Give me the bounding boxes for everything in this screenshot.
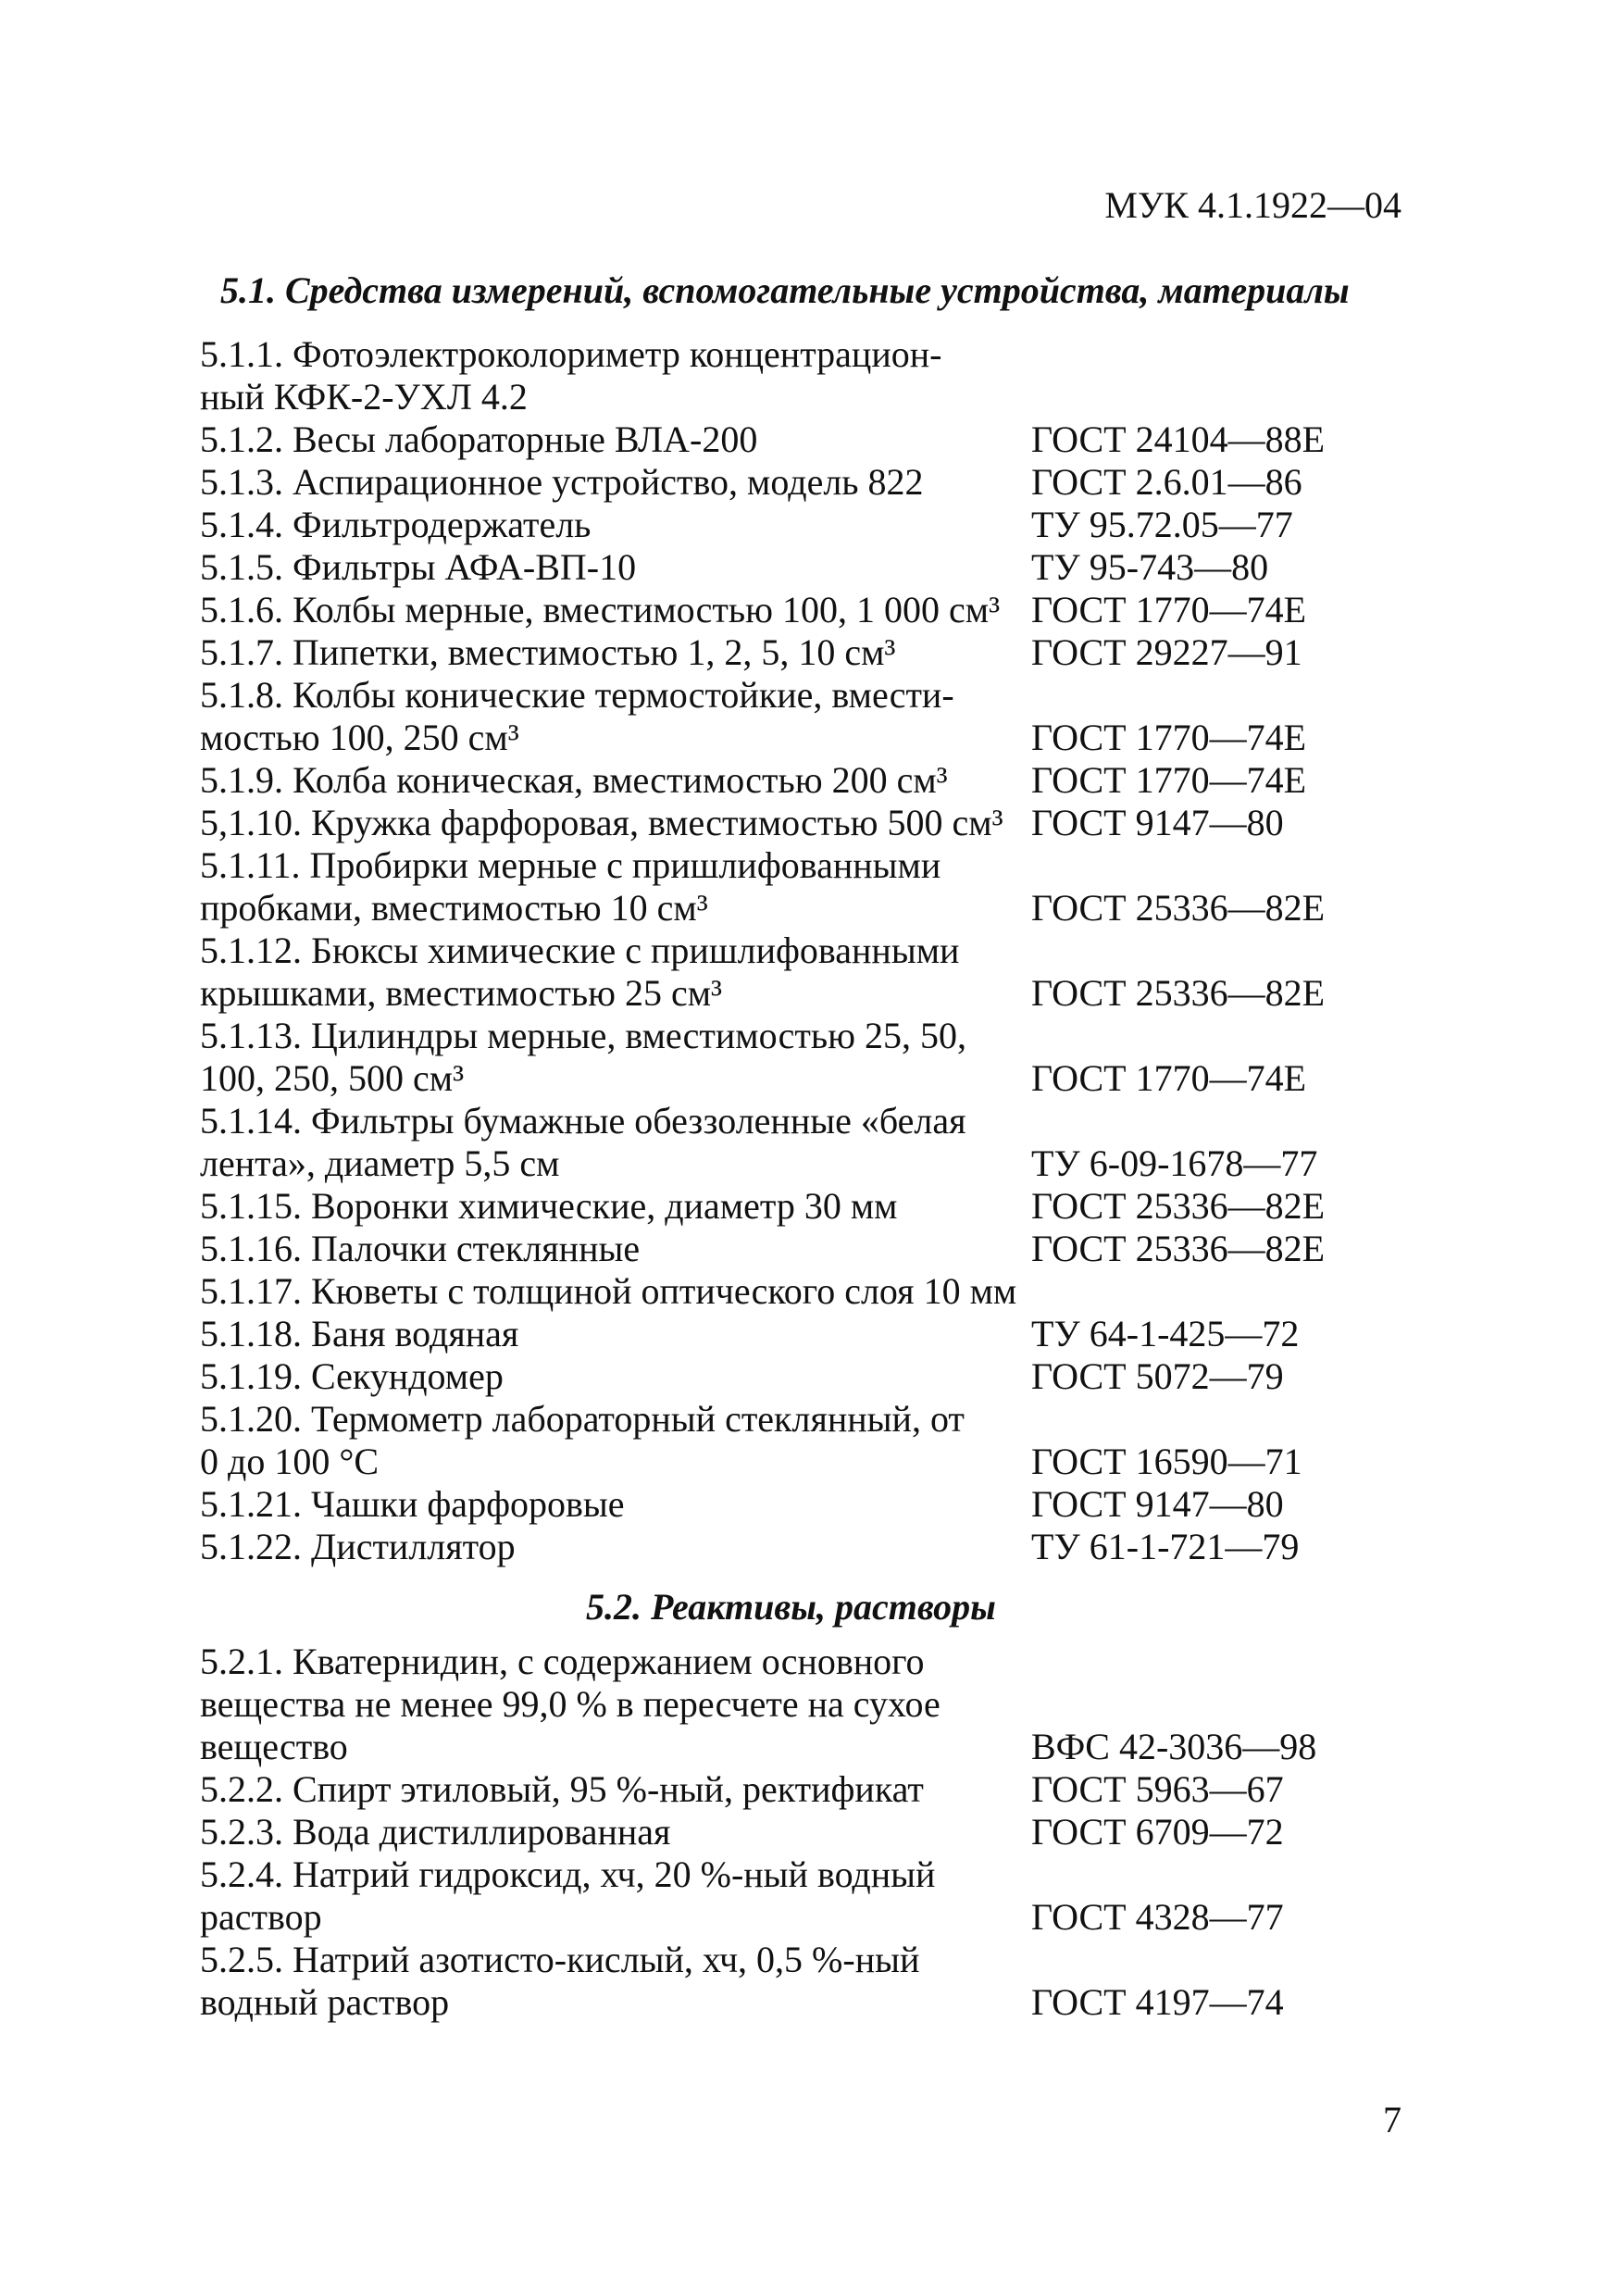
list-item [200,1185,1403,1228]
item-description: 5.1.15. Воронки химические, диаметр 30 мм [200,1185,898,1227]
item-standard: ГОСТ 9147—80 [1031,1483,1284,1525]
item-description: 5.1.11. Пробирки мерные с пришлифованными пробками, вместимостью 10 см³ [200,844,941,929]
item-description: 5.2.1. Кватернидин, с содержанием основного вещества не менее 99,0 % в пересчете на сухое вещество [200,1641,941,1767]
item-description: 5.1.17. Кюветы с толщиной оптического слоя 10 мм [200,1270,1017,1312]
item-standard: ТУ 6-09-1678—77 [1031,1142,1318,1184]
page-number: 7 [1383,2099,1401,2140]
item-description: 5.1.2. Весы лабораторные ВЛА-200 [200,418,758,460]
item-standard: ГОСТ 29227—91 [1031,631,1302,673]
item-standard: ГОСТ 25336—82Е [1031,1228,1326,1269]
item-description: 5.1.7. Пипетки, вместимостью 1, 2, 5, 10 см³ [200,631,896,673]
list-item [200,1270,1403,1313]
item-description: 5.1.8. Колбы конические термостойкие, вмести- мостью 100, 250 см³ [200,674,954,758]
list-item [200,461,1403,504]
item-description: 5.2.2. Спирт этиловый, 95 %-ный, ректификат [200,1768,924,1810]
item-standard: ГОСТ 5963—67 [1031,1768,1284,1810]
item-description: 5.1.6. Колбы мерные, вместимостью 100, 1 000 см³ [200,589,1001,630]
item-standard: ГОСТ 1770—74Е [1031,759,1307,801]
list-item [200,1015,1403,1100]
list-item [200,1526,1403,1568]
list-item [200,930,1403,1015]
item-standard: ГОСТ 25336—82Е [1031,1185,1326,1227]
list-item [200,1939,1403,2024]
item-standard: ТУ 61-1-721—79 [1031,1526,1300,1567]
item-standard: ГОСТ 24104—88Е [1031,418,1326,460]
instruments-list [200,333,1403,1568]
item-standard: ГОСТ 9147—80 [1031,802,1284,843]
list-item [200,1811,1403,1853]
item-standard: ГОСТ 16590—71 [1031,1441,1302,1482]
list-item [200,1483,1403,1526]
item-standard: ТУ 64-1-425—72 [1031,1313,1300,1354]
section-title-instruments: 5.1. Средства измерений, вспомогательные устройства, материалы [220,269,1350,311]
item-standard: ГОСТ 2.6.01—86 [1031,461,1302,503]
item-standard: ГОСТ 5072—79 [1031,1355,1284,1397]
list-item [200,333,1403,418]
document-code: МУК 4.1.1922—04 [1104,184,1401,226]
item-description: 5.1.19. Секундомер [200,1355,504,1397]
list-item [200,844,1403,930]
item-description: 5,1.10. Кружка фарфоровая, вместимостью 500 см³ [200,802,1003,843]
section-title-reagents: 5.2. Реактивы, растворы [586,1586,996,1628]
list-item [200,1100,1403,1185]
item-standard: ГОСТ 25336—82Е [1031,972,1326,1014]
item-description: 5.1.14. Фильтры бумажные обеззоленные «белая лента», диаметр 5,5 см [200,1100,966,1184]
list-item [200,1355,1403,1398]
item-standard: ГОСТ 6709—72 [1031,1811,1284,1853]
list-item [200,1853,1403,1939]
item-standard: ГОСТ 1770—74Е [1031,717,1307,758]
list-item [200,802,1403,844]
item-description: 5.1.21. Чашки фарфоровые [200,1483,625,1525]
item-description: 5.1.3. Аспирационное устройство, модель 822 [200,461,924,503]
item-standard: ГОСТ 25336—82Е [1031,887,1326,929]
item-description: 5.1.22. Дистиллятор [200,1526,516,1567]
item-description: 5.1.9. Колба коническая, вместимостью 200 см³ [200,759,948,801]
item-description: 5.1.16. Палочки стеклянные [200,1228,641,1269]
item-description: 5.1.12. Бюксы химические с пришлифованными крышками, вместимостью 25 см³ [200,930,960,1014]
list-item [200,589,1403,631]
item-description: 5.2.3. Вода дистиллированная [200,1811,671,1853]
item-standard: ГОСТ 1770—74Е [1031,589,1307,630]
item-description: 5.1.5. Фильтры АФА-ВП-10 [200,546,637,588]
list-item [200,759,1403,802]
item-description: 5.2.5. Натрий азотисто-кислый, хч, 0,5 %-ный водный раствор [200,1939,920,2023]
item-standard: ВФС 42-3036—98 [1031,1726,1317,1767]
list-item [200,674,1403,759]
item-description: 5.1.18. Баня водяная [200,1313,519,1354]
list-item [200,1228,1403,1270]
reagents-list [200,1641,1403,2024]
item-standard: ТУ 95-743—80 [1031,546,1269,588]
list-item [200,1313,1403,1355]
list-item [200,1398,1403,1483]
list-item [200,631,1403,674]
item-description: 5.2.4. Натрий гидроксид, хч, 20 %-ный водный раствор [200,1853,936,1938]
item-description: 5.1.20. Термометр лабораторный стеклянный, от 0 до 100 °С [200,1398,965,1482]
list-item [200,418,1403,461]
item-standard: ГОСТ 1770—74Е [1031,1057,1307,1099]
list-item [200,1768,1403,1811]
item-standard: ТУ 95.72.05—77 [1031,504,1293,545]
item-standard: ГОСТ 4197—74 [1031,1981,1284,2023]
list-item [200,1641,1403,1768]
item-standard: ГОСТ 4328—77 [1031,1896,1284,1938]
item-description: 5.1.4. Фильтродержатель [200,504,592,545]
item-description: 5.1.13. Цилиндры мерные, вместимостью 25, 50, 100, 250, 500 см³ [200,1015,966,1099]
list-item [200,546,1403,589]
list-item [200,504,1403,546]
item-description: 5.1.1. Фотоэлектроколориметр концентрацион- ный КФК-2-УХЛ 4.2 [200,333,942,418]
